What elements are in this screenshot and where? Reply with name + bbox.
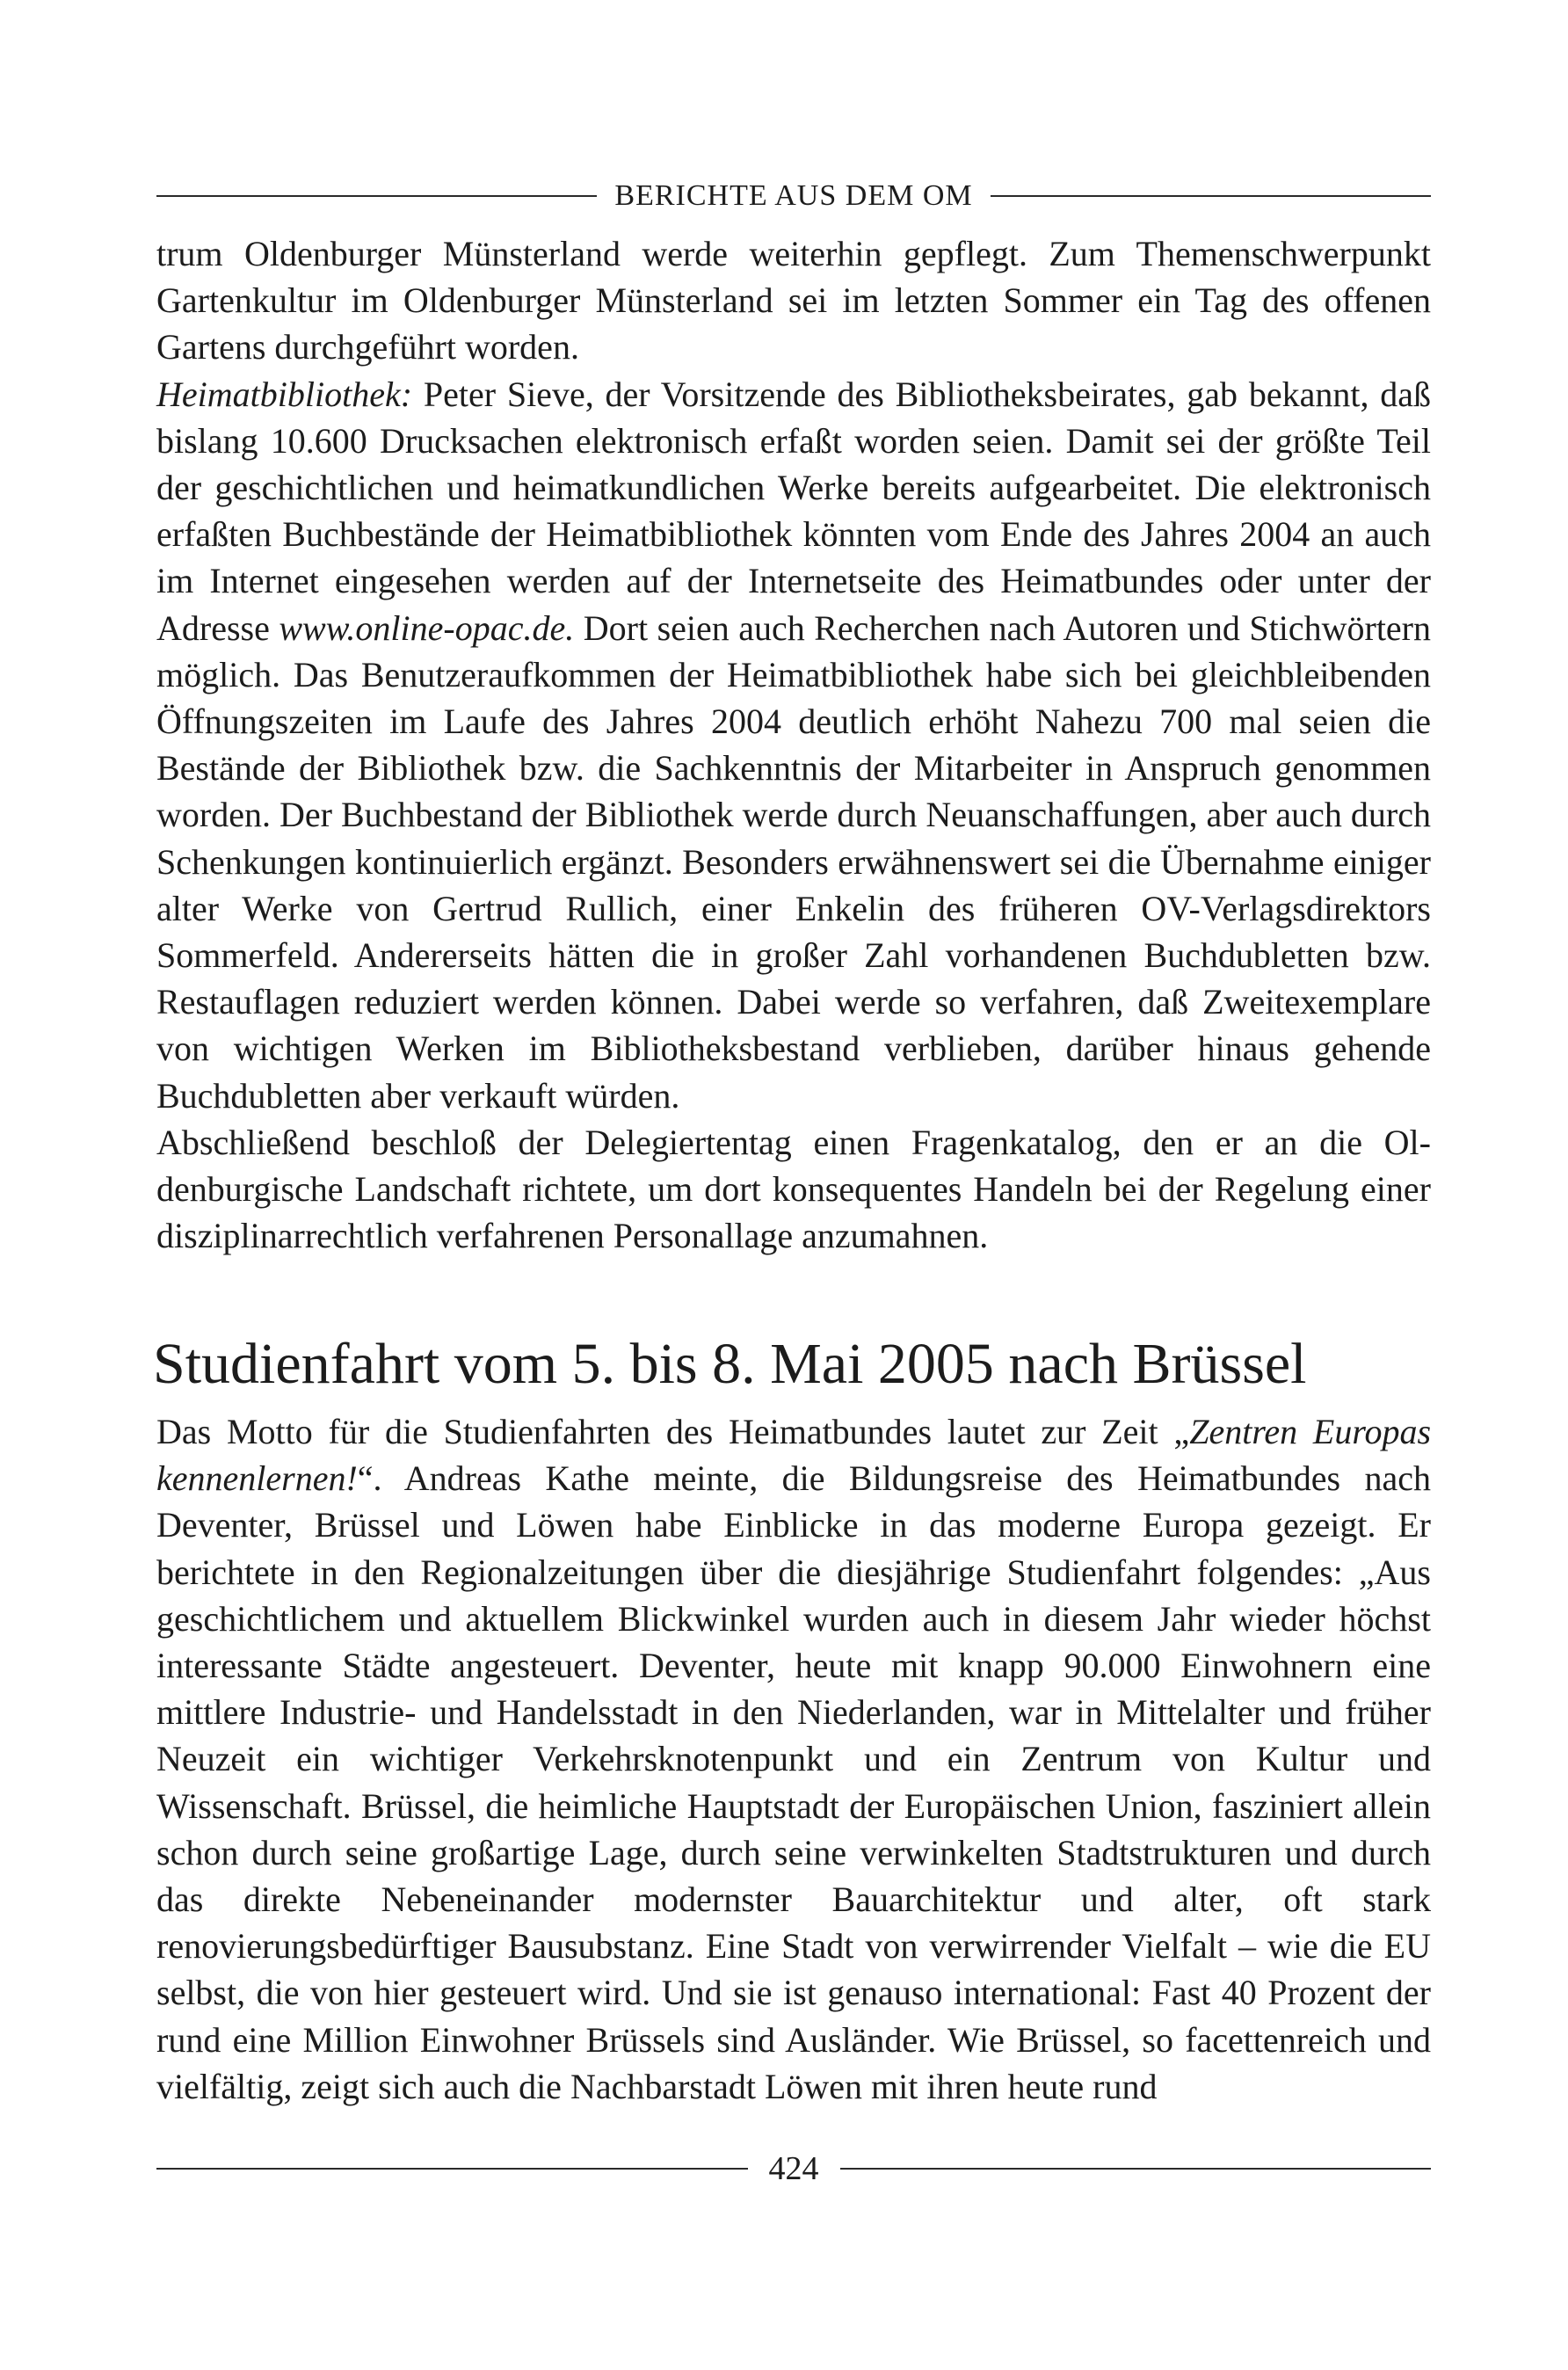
- paragraph-heimatbibliothek: [156, 371, 1431, 1119]
- heimatbibliothek-text-b: Dort seien auch Recherchen nach Autoren und Stichwörtern möglich. Das Benutzeraufkommen der Heimatbibliothek habe sich bei gleichbleibenden Öffnungszeiten im Laufe des Jahres 2004 deutlich erhöht Nahezu 700 mal seien die Bestände der Bibliothek bzw. die Sachkenntnis der Mitarbeiter in Anspruch genommen worden. Der Buchbestand der Bibliothek werde durch Neuanschaffungen, aber auch durch Schenkungen kontinuierlich ergänzt. Besonders erwähnenswert sei die Übernahme einiger alter Werke von Gertrud Rullich, einer Enkelin des früheren OV-Verlagsdirektors Sommerfeld. Andererseits hätten die in großer Zahl vorhandenen Buchdubletten bzw. Restauflagen reduziert werden können. Dabei werde so verfahren, daß Zweitexemplare von wichtigen Werken im Bibliotheksbestand verblieben, darüber hinaus gehende Buchdubletten aber verkauft würden.: [156, 607, 1432, 1116]
- section-heading-studienfahrt: Studienfahrt vom 5. bis 8. Mai 2005 nach Brüssel: [153, 1332, 1307, 1396]
- heimatbibliothek-label: Heimatbibliothek:: [156, 374, 413, 414]
- section-studienfahrt-text: [156, 1408, 1431, 2110]
- running-header: [156, 174, 1431, 218]
- footer-rule-right: [840, 2168, 1432, 2170]
- header-rule-right: [991, 195, 1431, 197]
- paragraph-studienfahrt: [156, 1408, 1431, 2110]
- running-footer: [156, 2147, 1431, 2191]
- paragraph-gartenkultur: trum Oldenburger Münsterland werde weiterhin gepflegt. Zum Themenschwerpunkt Gartenkultur im Oldenburger Münsterland sei im letzten Sommer ein Tag des offenen Gartens durchgeführt worden.: [156, 234, 1431, 367]
- opac-link[interactable]: www.online-opac.de.: [279, 607, 575, 648]
- running-title: BERICHTE AUS DEM OM: [614, 179, 973, 212]
- section-delegiertentag-text: [156, 230, 1431, 1259]
- page-number: 424: [768, 2150, 819, 2187]
- studienfahrt-text-a: Das Motto für die Studienfahrten des Heimatbundes lautet zur Zeit „: [156, 1412, 1190, 1451]
- studienfahrt-text-b: “. Andreas Kathe meinte, die Bildungsreise des Heimatbundes nach Deventer, Brüssel und Löwen habe Einblicke in das moderne Europa gezeigt. Er berichtete in den Regionalzeitungen über die diesjährige Studienfahrt folgendes: „Aus geschichtlichem und aktuellem Blickwinkel wurden auch in diesem Jahr wieder höchst interessante Städte angesteuert. Deventer, heute mit knapp 90.000 Einwohnern eine mittlere Industrie- und Handelsstadt in den Niederlanden, war in Mittelalter und früher Neuzeit ein wichtiger Verkehrsknotenpunkt und ein Zentrum von Kultur und Wissenschaft. Brüssel, die heimliche Hauptstadt der Europäischen Union, fasziniert allein schon durch seine großartige Lage, durch seine verwinkelten Stadtstrukturen und durch das direkte Nebeneinander modernster Bauarchitektur und alter, oft stark renovierungsbedürftiger Bausubstanz. Eine Stadt von verwirrender Vielfalt – wie die EU selbst, die von hier gesteuert wird. Und sie ist genauso international: Fast 40 Prozent der rund eine Million Einwohner Brüssels sind Ausländer. Wie Brüssel, so facettenreich und vielfältig, zeigt sich auch die Nachbarstadt Löwen mit ihren heute rund: [156, 1458, 1431, 2106]
- heimatbibliothek-text-a: Peter Sieve, der Vorsitzende des Bibliotheksbeirates, gab bekannt, daß bislang 10.600 Drucksachen elektronisch erfaßt worden seien. Damit sei der größte Teil der geschichtlichen und heimatkundlichen Werke bereits aufgearbeitet. Die elektronisch erfaßten Buchbestände der Heimatbibliothek könnten vom Ende des Jahres 2004 an auch im Internet eingesehen werden auf der Internetseite des Heimatbundes oder unter der Adresse: [156, 374, 1431, 648]
- paragraph-fragenkatalog: Abschließend beschloß der Delegiertentag einen Fragenkatalog, den er an die Oldenburgische Landschaft richtete, um dort konsequentes Handeln bei der Regelung einer disziplinarrechtlich verfahrenen Personallage anzumahnen.: [156, 1122, 1431, 1256]
- motto-text: Zentren Europas kennenlernen!: [156, 1412, 1432, 1499]
- footer-rule-left: [156, 2168, 748, 2170]
- header-rule-left: [156, 195, 597, 197]
